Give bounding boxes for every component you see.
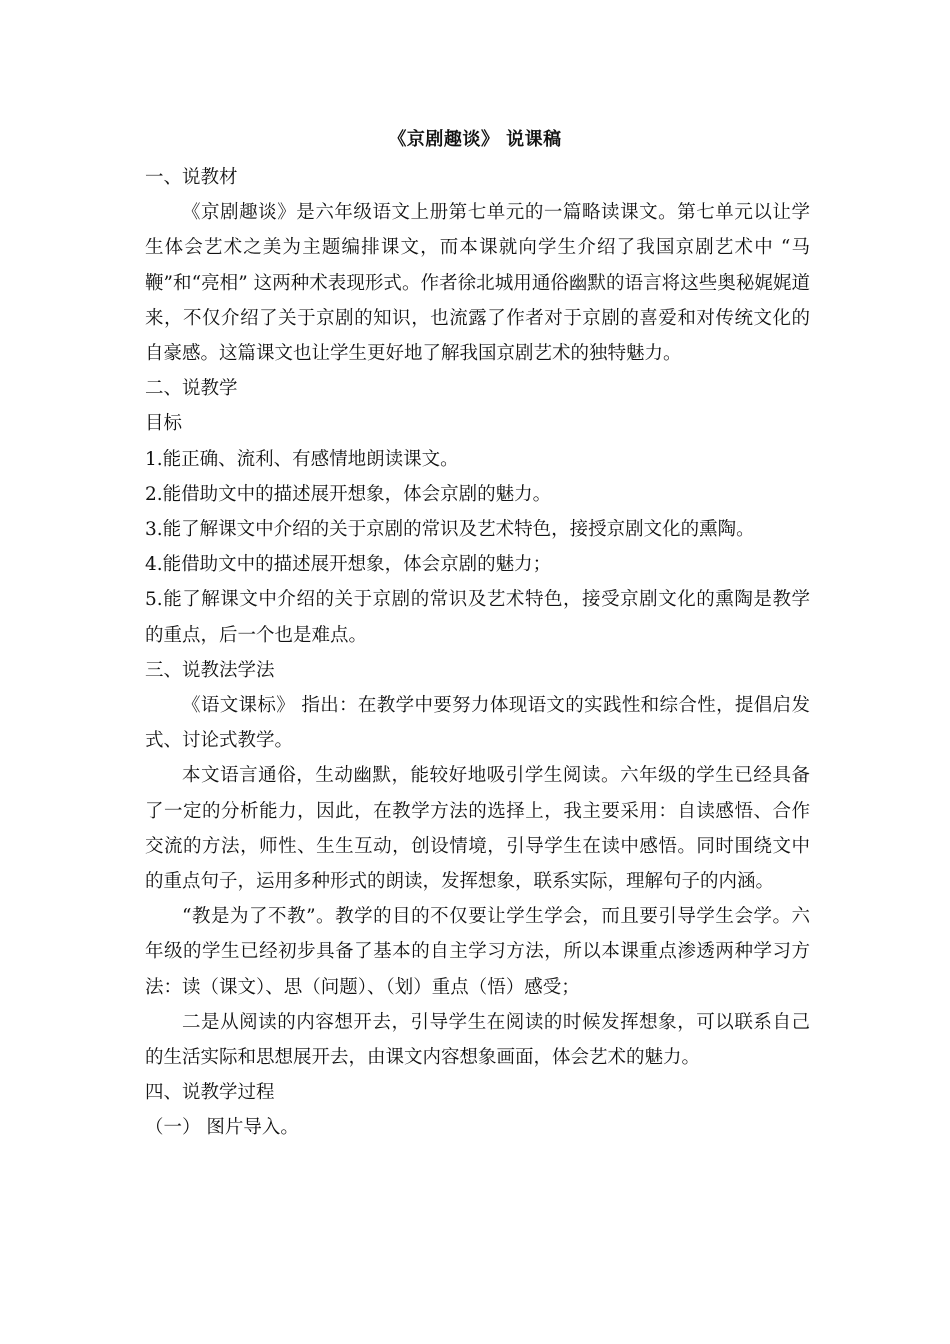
section-heading-teaching: 二、说教学 (145, 378, 238, 400)
paragraph-teach-to-not-teach: “教是为了不教”。教学的目的不仅要让学生学会，而且要引导学生会学。六年级的学生已经初步具备了基本的自主学习方法，所以本课重点渗透两种学习方法：读（课文）、思（问题）、（划）重点（悟）感受； (145, 906, 810, 998)
goal-item-3: 3.能了解课文中介绍的关于京剧的常识及艺术特色，接授京剧文化的熏陶。 (145, 519, 755, 541)
section-heading-textbook: 一、说教材 (145, 167, 238, 188)
document-title: 《京剧趣谈》 说课稿 (388, 129, 562, 150)
goal-item-5: 5.能了解课文中介绍的关于京剧的常识及艺术特色，接受京剧文化的熏陶是教学的重点，后一个也是难点。 (145, 589, 810, 646)
goal-item-4: 4.能借助文中的描述展开想象，体会京剧的魅力； (145, 554, 552, 576)
goal-item-2: 2.能借助文中的描述展开想象，体会京剧的魅力。 (145, 483, 552, 505)
section-heading-process: 四、说教学过程 (145, 1082, 275, 1104)
paragraph-imagination: 二是从阅读的内容想开去，引导学生在阅读的时候发挥想象，可以联系自己的生活实际和思想展开去，由课文内容想象画面，体会艺术的魅力。 (145, 1011, 810, 1069)
paragraph-curriculum-standard: 《语文课标》 指出：在教学中要努力体现语文的实践性和综合性，提倡启发式、讨论式教学。 (145, 695, 810, 752)
paragraph-textbook-intro: 《京剧趣谈》是六年级语文上册第七单元的一篇略读课文。第七单元以让学生体会艺术之美为主题编排课文，而本课就向学生介绍了我国京剧艺术中 “马鞭”和“亮相” 这两种术表现形式。作者徐北城用通俗幽默的语言将这些奥秘娓娓道来，不仅介绍了关于京剧的知识，也流露了作者对于京剧的喜爱和对传统文化的自豪感。这篇课文也让学生更好地了解我国京剧艺术的独特魅力。 (145, 202, 810, 365)
paragraph-methods: 本文语言通俗，生动幽默，能较好地吸引学生阅读。六年级的学生已经具备了一定的分析能力，因此，在教学方法的选择上，我主要采用：自读感悟、合作交流的方法，师性、生生互动，创设情境，引导学生在读中感悟。同时围绕文中的重点句子，运用多种形式的朗读，发挥想象，联系实际，理解句子的内涵。 (145, 765, 810, 893)
goal-item-1: 1.能正确、流利、有感情地朗读课文。 (145, 448, 459, 470)
section-heading-goals: 目标 (145, 413, 183, 435)
document-body (145, 160, 810, 1146)
process-step-1: （一） 图片导入。 (145, 1117, 299, 1139)
section-heading-methods: 三、说教法学法 (145, 659, 275, 681)
